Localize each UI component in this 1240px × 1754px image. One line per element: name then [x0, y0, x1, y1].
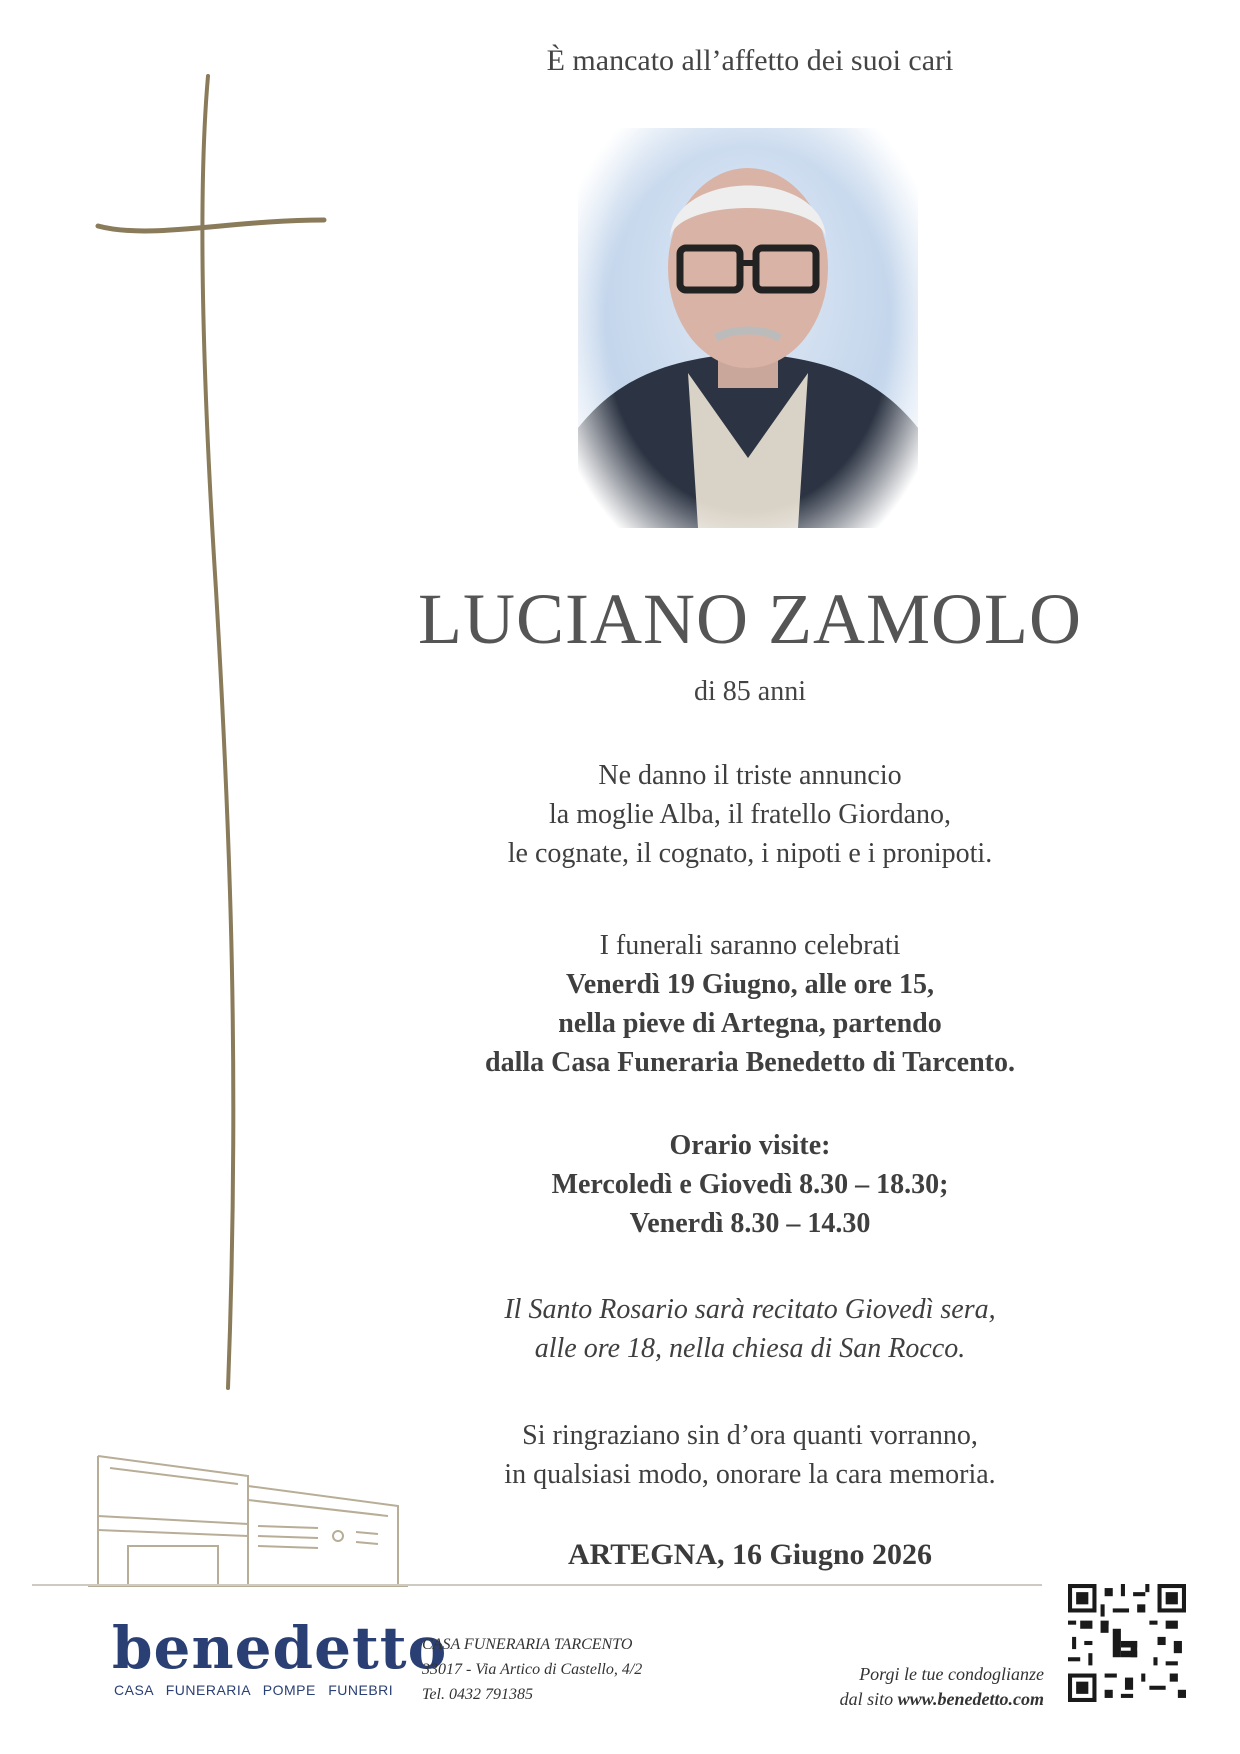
- condolences-text: [784, 1662, 1044, 1712]
- portrait-photo: [578, 128, 918, 528]
- announcement-line: le cognate, il cognato, i nipoti e i pronipoti.: [507, 838, 993, 869]
- announcement: [380, 756, 1120, 873]
- deceased-age: di 85 anni: [694, 676, 806, 707]
- address-line: Tel. 0432 791385: [422, 1686, 533, 1703]
- portrait-figure: [578, 128, 918, 528]
- thanks-text: [380, 1416, 1120, 1494]
- deceased-name: LUCIANO ZAMOLO: [418, 579, 1082, 659]
- intro-text: È mancato all’affetto dei suoi cari: [546, 44, 954, 77]
- building-icon: [88, 1446, 408, 1596]
- announcement-line: la moglie Alba, il fratello Giordano,: [548, 799, 951, 830]
- rosary-line: alle ore 18, nella chiesa di San Rocco.: [534, 1333, 966, 1364]
- place-date: ARTEGNA, 16 Giugno 2026: [568, 1538, 932, 1571]
- rosary-line: Il Santo Rosario sarà recitato Giovedì sera,: [504, 1294, 996, 1325]
- funeral-line: dalla Casa Funeraria Benedetto di Tarcento.: [485, 1047, 1015, 1078]
- visits-line: Mercoledì e Giovedì 8.30 – 18.30;: [551, 1169, 949, 1200]
- rosary-info: [380, 1290, 1120, 1368]
- qr-code-icon[interactable]: [1068, 1584, 1186, 1702]
- brand-logo: benedetto: [112, 1614, 448, 1682]
- visits-title: Orario visite:: [669, 1130, 831, 1161]
- visiting-hours: [380, 1126, 1120, 1243]
- condolences-line: [784, 1687, 1044, 1712]
- funeral-home-address: [422, 1632, 642, 1707]
- visits-line: Venerdì 8.30 – 14.30: [629, 1208, 871, 1239]
- address-line: CASA FUNERARIA TARCENTO: [422, 1636, 633, 1653]
- funeral-intro: I funerali saranno celebrati: [599, 930, 901, 961]
- footer-divider: [32, 1584, 1042, 1586]
- address-line: 33017 - Via Artico di Castello, 4/2: [422, 1661, 643, 1678]
- funeral-line: nella pieve di Artegna, partendo: [558, 1008, 942, 1039]
- thanks-line: in qualsiasi modo, onorare la cara memoria.: [504, 1459, 996, 1490]
- condolences-line: Porgi le tue condoglianze: [859, 1664, 1044, 1684]
- funeral-line: Venerdì 19 Giugno, alle ore 15,: [566, 969, 934, 1000]
- thanks-line: Si ringraziano sin d’ora quanti vorranno,: [522, 1420, 978, 1451]
- funeral-info: [380, 926, 1120, 1082]
- cross-icon: [90, 70, 330, 1400]
- brand-tagline: CASA FUNERARIA POMPE FUNEBRI: [114, 1682, 394, 1698]
- announcement-line: Ne danno il triste annuncio: [598, 760, 902, 791]
- condolences-site-link[interactable]: www.benedetto.com: [897, 1689, 1044, 1709]
- condolences-prefix: dal sito: [839, 1689, 898, 1709]
